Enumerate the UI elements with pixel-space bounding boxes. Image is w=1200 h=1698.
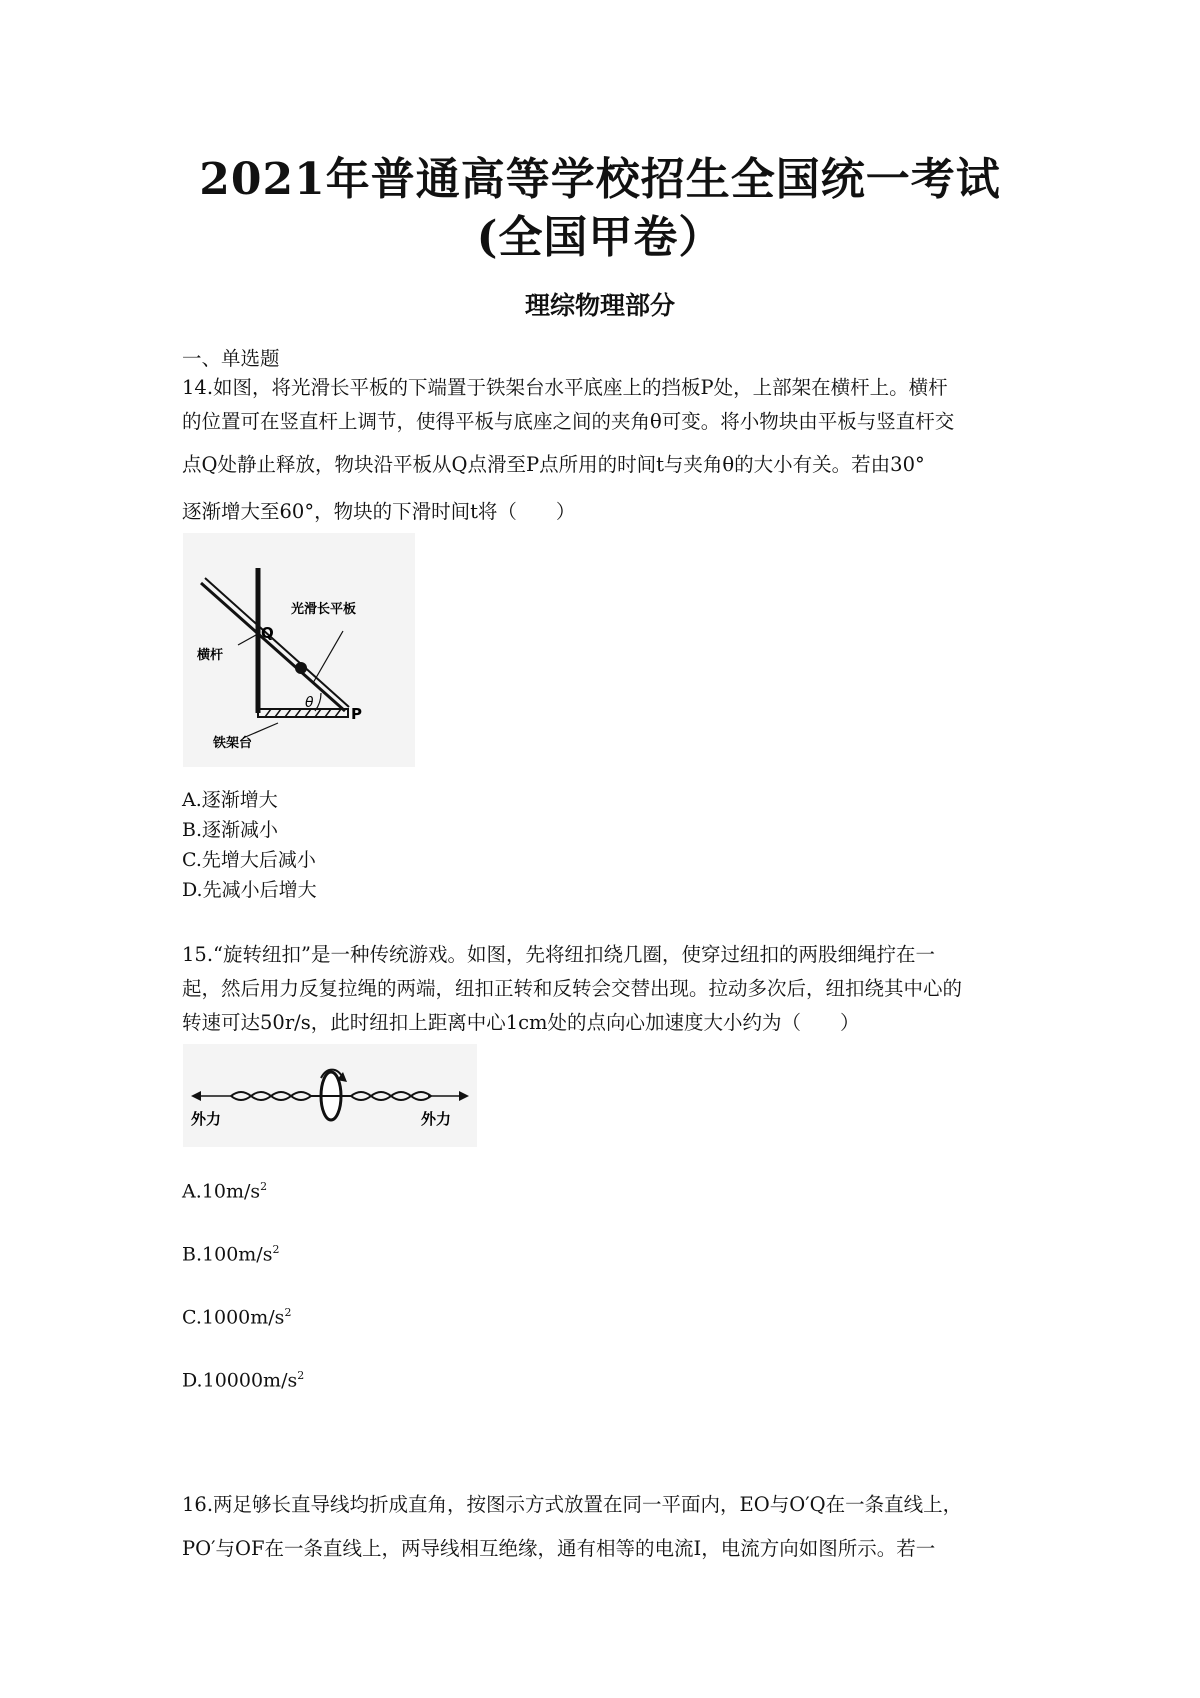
base [258,709,348,717]
q14-text-line: 点Q处静止释放，物块沿平板从Q点滑至P点所用的时间t与夹角θ的大小有关。若由30° [182,453,925,476]
q15-option-a: $A.10m/s^2$ [182,1180,268,1203]
label-force-left: 外力 [191,1110,222,1128]
label-bar: 横杆 [197,648,224,663]
block [295,662,307,674]
label-force-right: 外力 [421,1110,452,1128]
base-hatch [265,709,341,717]
q14-option-c: C.先增大后减小 [182,849,316,871]
q14-option-a: A.逐渐增大 [182,789,278,811]
q14-option-d: D.先减小后增大 [182,879,317,901]
q14-text-line: 逐渐增大至60°，物块的下滑时间t将（ ） [182,500,576,523]
q15-figure [183,1044,477,1147]
q15-option-b: $B.100m/s^2$ [182,1243,280,1266]
q15-option-c: $C.1000m/s^2$ [182,1306,292,1329]
q14-text-line: 的位置可在竖直杆上调节，使得平板与底座之间的夹角θ可变。将小物块由平板与竖直杆交 [182,410,955,433]
section-label: 一、单选题 [182,347,280,370]
q14-option-b: B.逐渐减小 [182,819,279,841]
q15-option-d: $D.10000m/s^2$ [182,1369,305,1392]
label-theta: θ [305,695,314,711]
spinning-button-diagram [183,1044,477,1147]
exam-subtitle-paper: (全国甲卷） [476,212,724,263]
q15-text-line: 起，然后用力反复拉绳的两端，纽扣正转和反转会交替出现。拉动多次后，纽扣绕其中心的 [182,977,963,1000]
exam-title: 2021年普通高等学校招生全国统一考试 [199,154,1001,205]
q14-figure [183,533,415,767]
section-subject: 理综物理部分 [524,291,675,320]
label-Q: Q [261,624,274,642]
q15-text-line: 转速可达50r/s，此时纽扣上距离中心1cm处的点向心加速度大小约为（ ） [182,1011,860,1034]
q16-text-line: PO′与OF在一条直线上，两导线相互绝缘，通有相等的电流I，电流方向如图所示。若一 [182,1537,936,1560]
plank-leader [313,631,343,683]
q14-text-line: 14.如图，将光滑长平板的下端置于铁架台水平底座上的挡板P处，上部架在横杆上。横杆 [182,376,948,399]
plank-edge [205,578,349,707]
q16-text-line: 16.两足够长直导线均折成直角，按图示方式放置在同一平面内，EO与O′Q在一条直线上， [182,1493,963,1516]
incline-diagram [183,533,415,767]
q15-text-line: 15.“旋转纽扣”是一种传统游戏。如图，先将纽扣绕几圈，使穿过纽扣的两股细绳拧在一 [182,943,935,966]
label-plank: 光滑长平板 [291,602,357,617]
bar-leader [238,635,256,645]
label-stand: 铁架台 [213,736,253,751]
label-P: P [351,705,362,723]
